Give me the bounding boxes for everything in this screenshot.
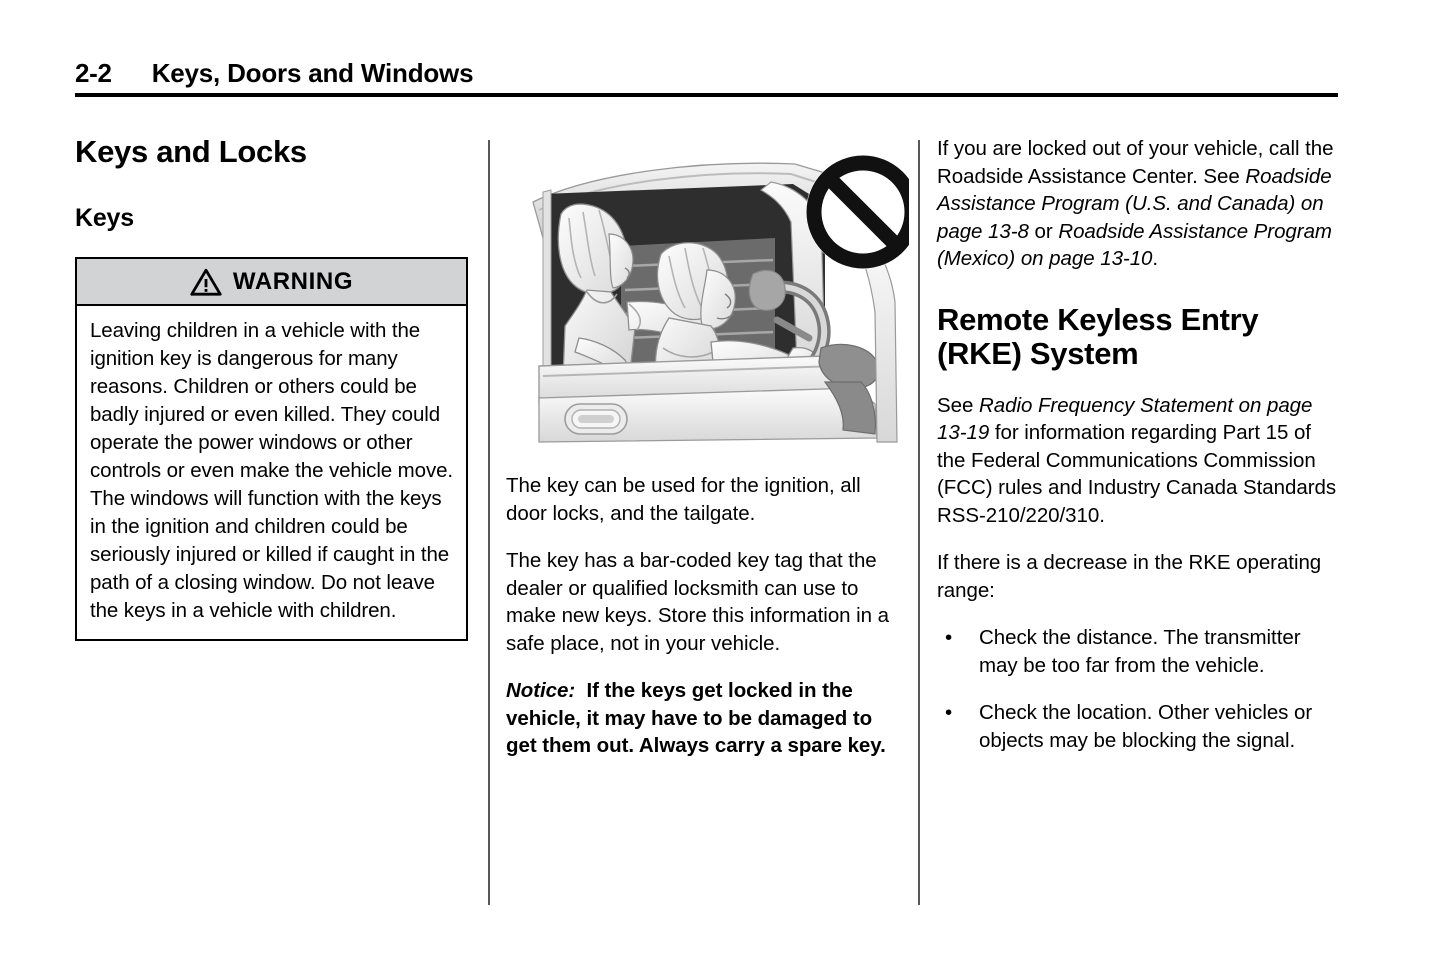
section-heading-keys-and-locks: Keys and Locks <box>75 134 307 169</box>
warning-text: Leaving children in a vehicle with the ignition key is dangerous for many reasons. Children or others could be badly injured or even killed. They could operate the power windows or other controls or even make the vehicle move. The windows will function with the keys in the ignition and children could be seriously injured or killed if caught in the path of a closing window. Do not leave the keys in a vehicle with children. <box>90 319 453 623</box>
right-paragraph-3: If there is a decrease in the RKE operating range: <box>937 551 1322 602</box>
illustration-children-in-vehicle <box>525 142 909 450</box>
header-divider-rule <box>75 93 1338 97</box>
right-p2-part2: for information regarding Part 15 of the Federal Communications Commission (FCC) rules and Industry Canada Standards RSS-210/220/310. <box>937 421 1337 527</box>
bullet-glyph-icon: • <box>945 626 953 650</box>
bullet-text: Check the location. Other vehicles or objects may be blocking the signal. <box>979 701 1313 752</box>
content-column-left <box>75 135 472 641</box>
list-item <box>937 699 1341 754</box>
column-divider-right <box>918 140 920 905</box>
bullet-glyph-icon: • <box>945 701 953 725</box>
content-column-right <box>937 135 1341 754</box>
right-paragraph-2 <box>937 392 1341 530</box>
notice-paragraph <box>506 677 904 760</box>
warning-header <box>77 259 466 306</box>
notice-text: If the keys get locked in the vehicle, it may have to be damaged to get them out. Always carry a spare key. <box>506 679 886 757</box>
middle-paragraph-2: The key has a bar-coded key tag that the dealer or qualified locksmith can use to make new keys. Store this information in a safe place, not in your vehicle. <box>506 549 890 655</box>
content-column-middle <box>506 135 904 760</box>
subsection-heading-keys: Keys <box>75 203 134 232</box>
cross-reference-roadside-mexico[interactable]: Roadside Assistance Program (Mexico) on page 13-10 <box>937 219 1332 270</box>
warning-triangle-icon <box>190 268 222 296</box>
right-p2-part1: See <box>937 393 979 417</box>
page-number: 2-2 <box>75 58 112 88</box>
right-paragraph-1 <box>937 135 1341 273</box>
section-heading-rke-system: Remote Keyless Entry (RKE) System <box>937 301 1259 372</box>
middle-paragraph-1: The key can be used for the ignition, all door locks, and the tailgate. <box>506 474 861 525</box>
right-p1-part2: or <box>1028 219 1059 243</box>
cross-reference-roadside-us-canada[interactable]: Roadside Assistance Program (U.S. and Canada) on page 13-8 <box>937 164 1332 243</box>
page-title: Keys, Doors and Windows <box>151 58 474 88</box>
rke-range-bullet-list <box>937 624 1341 754</box>
warning-label: WARNING <box>232 267 354 295</box>
warning-body <box>77 306 466 639</box>
page-running-head <box>75 58 1338 89</box>
right-p1-part1: If you are locked out of your vehicle, call the Roadside Assistance Center. See <box>937 137 1334 188</box>
list-item <box>937 624 1341 679</box>
bullet-text: Check the distance. The transmitter may be too far from the vehicle. <box>979 626 1301 677</box>
cross-reference-radio-frequency-statement[interactable]: Radio Frequency Statement on page 13-19 <box>937 393 1313 445</box>
column-divider-left <box>488 140 490 905</box>
warning-callout-box <box>75 257 468 641</box>
right-p1-part3: . <box>1152 247 1159 270</box>
notice-lead-label: Notice: <box>506 679 576 702</box>
